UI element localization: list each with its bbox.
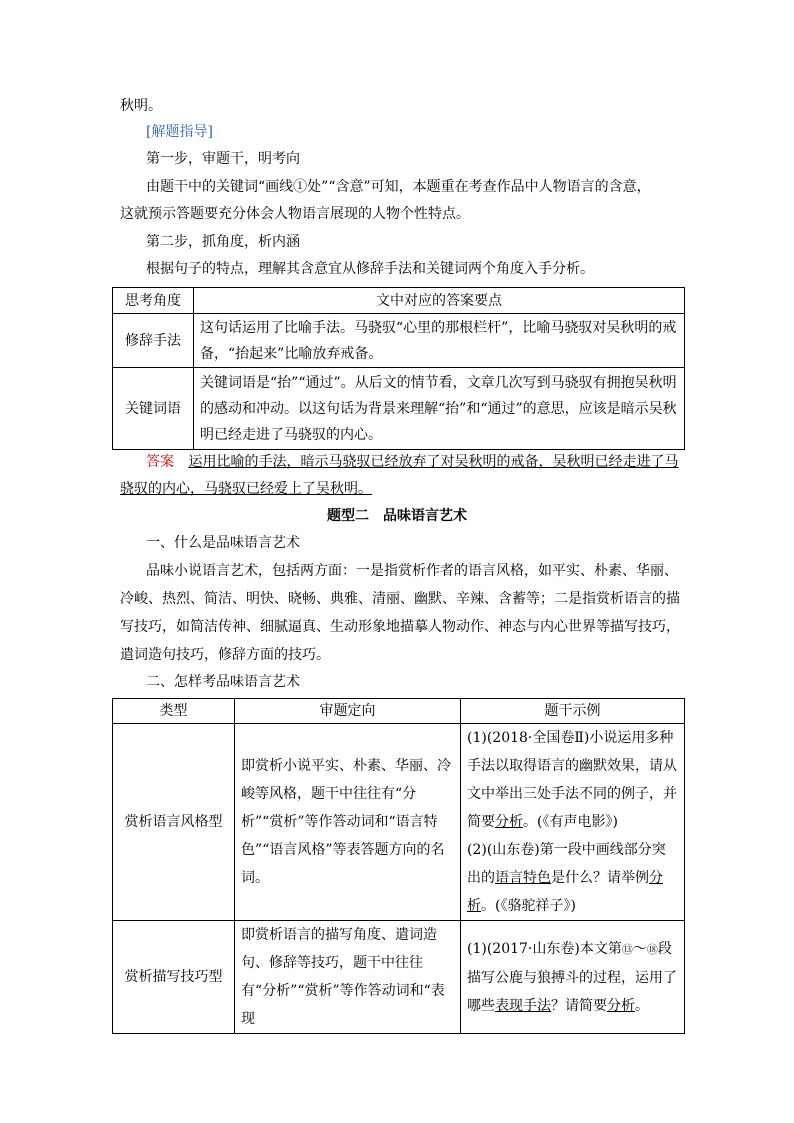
- example-keyword: 分析: [607, 997, 635, 1014]
- table-header: 类型: [113, 699, 235, 724]
- text-line: 秋明。: [120, 98, 162, 114]
- text-line: 这就预示答题要充分体会人物语言展现的人物个性特点。: [120, 206, 470, 222]
- table-header: 文中对应的答案要点: [194, 288, 685, 314]
- example-keyword: 分析: [467, 870, 663, 914]
- text-line: 根据句子的特点，理解其含意宜从修辞手法和关键词两个角度入手分析。: [146, 261, 594, 277]
- step-heading: 第一步，审题干，明考向: [146, 151, 300, 167]
- example-text: 。(《有声电影》): [523, 814, 618, 830]
- example-text: (2)(山东卷)第一段中画线部分突出的: [467, 842, 666, 886]
- table-row: [113, 368, 685, 450]
- paragraph-number: ⑬: [621, 942, 633, 956]
- table-cell: 即赏析小说平实、朴素、华丽、冷峻等风格，题干中往往有“分析”“赏析”等作答动词和“语言特色”“语言风格”等表答题方向的名词。: [235, 724, 461, 921]
- question-type-table: [112, 698, 685, 1034]
- example-keyword: 语言特色: [495, 870, 551, 886]
- text-line: 由题干中的关键词“画线①处”“含意”可知，本题重在考查作品中人物语言的含意，: [146, 179, 651, 195]
- answer-line: [120, 479, 372, 499]
- table-header: 题干示例: [461, 699, 685, 724]
- table-cell: 关键词语: [113, 368, 194, 450]
- table-row: [113, 724, 685, 921]
- text-line: 二、怎样考品味语言艺术: [146, 674, 300, 690]
- answer-text: 骁驭的内心，马骁驭已经爱上了吴秋明。: [120, 481, 372, 497]
- analysis-table: [112, 287, 685, 450]
- answer-line: [146, 452, 678, 472]
- example-keyword: 分析: [495, 814, 523, 830]
- example-text: (1)(2017·山东卷)本文第: [467, 940, 622, 957]
- answer-label: 答案: [146, 454, 174, 470]
- paragraph-number: ⑱: [646, 942, 658, 956]
- text-line: 品味小说语言艺术，包括两方面：一是指赏析作者的语言风格，如平实、朴素、华丽、: [146, 563, 678, 579]
- example-text: ～: [632, 940, 647, 957]
- step-heading: 第二步，抓角度，析内涵: [146, 234, 300, 250]
- section-tag: [解题指导]: [146, 124, 213, 140]
- text-line: 一、什么是品味语言艺术: [146, 535, 300, 551]
- text-line: 写技巧，如简洁传神、细腻逼真、生动形象地描摹人物动作、神态与内心世界等描写技巧，: [120, 619, 680, 635]
- example-keyword: 表现手法: [495, 997, 551, 1014]
- text-line: 冷峻、热烈、简洁、明快、晓畅、典雅、清丽、幽默、辛辣、含蓄等；二是指赏析语言的描: [120, 591, 680, 607]
- section-heading: 题型二 品味语言艺术: [327, 508, 467, 524]
- table-header: 思考角度: [113, 288, 194, 314]
- example-text: 是什么？请举例: [551, 870, 649, 886]
- example-text: 。(《骆驼祥子》): [481, 898, 576, 914]
- text-line: 遣词造句技巧，修辞方面的技巧。: [120, 647, 330, 663]
- table-header: 审题定向: [235, 699, 461, 724]
- table-row: [113, 921, 685, 1034]
- table-cell: 修辞手法: [113, 314, 194, 368]
- example-text: ？请简要: [551, 997, 607, 1014]
- table-cell: [461, 724, 685, 921]
- table-cell: 赏析语言风格型: [113, 724, 235, 921]
- example-text: 。: [635, 997, 649, 1014]
- table-row: [113, 314, 685, 368]
- example-text: (1)(2018·全国卷Ⅱ)小说运用多种手法以取得语言的幽默效果，请从文中举出三处手法不同的例子，并简要: [467, 730, 677, 830]
- table-cell: 赏析描写技巧型: [113, 921, 235, 1034]
- answer-text: 运用比喻的手法，暗示马骁驭已经放弃了对吴秋明的戒备，吴秋明已经走进了马: [188, 454, 679, 470]
- table-cell: 即赏析语言的描写角度、遣词造句、修辞等技巧，题干中往往有“分析”“赏析”等作答动词和“表现: [235, 921, 461, 1034]
- example-text: 段描写公鹿与狼搏斗的过程，运用了哪些: [467, 940, 677, 1014]
- table-cell: 关键词语是“抬”“通过”。从后文的情节看，文章几次写到马骁驭有拥抱吴秋明的感动和冲动。以这句话为背景来理解“抬”和“通过”的意思，应该是暗示吴秋明已经走进了马骁驭的内心。: [194, 368, 685, 450]
- table-cell: [461, 921, 685, 1034]
- table-cell: 这句话运用了比喻手法。马骁驭“心里的那根栏杆”，比喻马骁驭对吴秋明的戒备，“抬起来”比喻放弃戒备。: [194, 314, 685, 368]
